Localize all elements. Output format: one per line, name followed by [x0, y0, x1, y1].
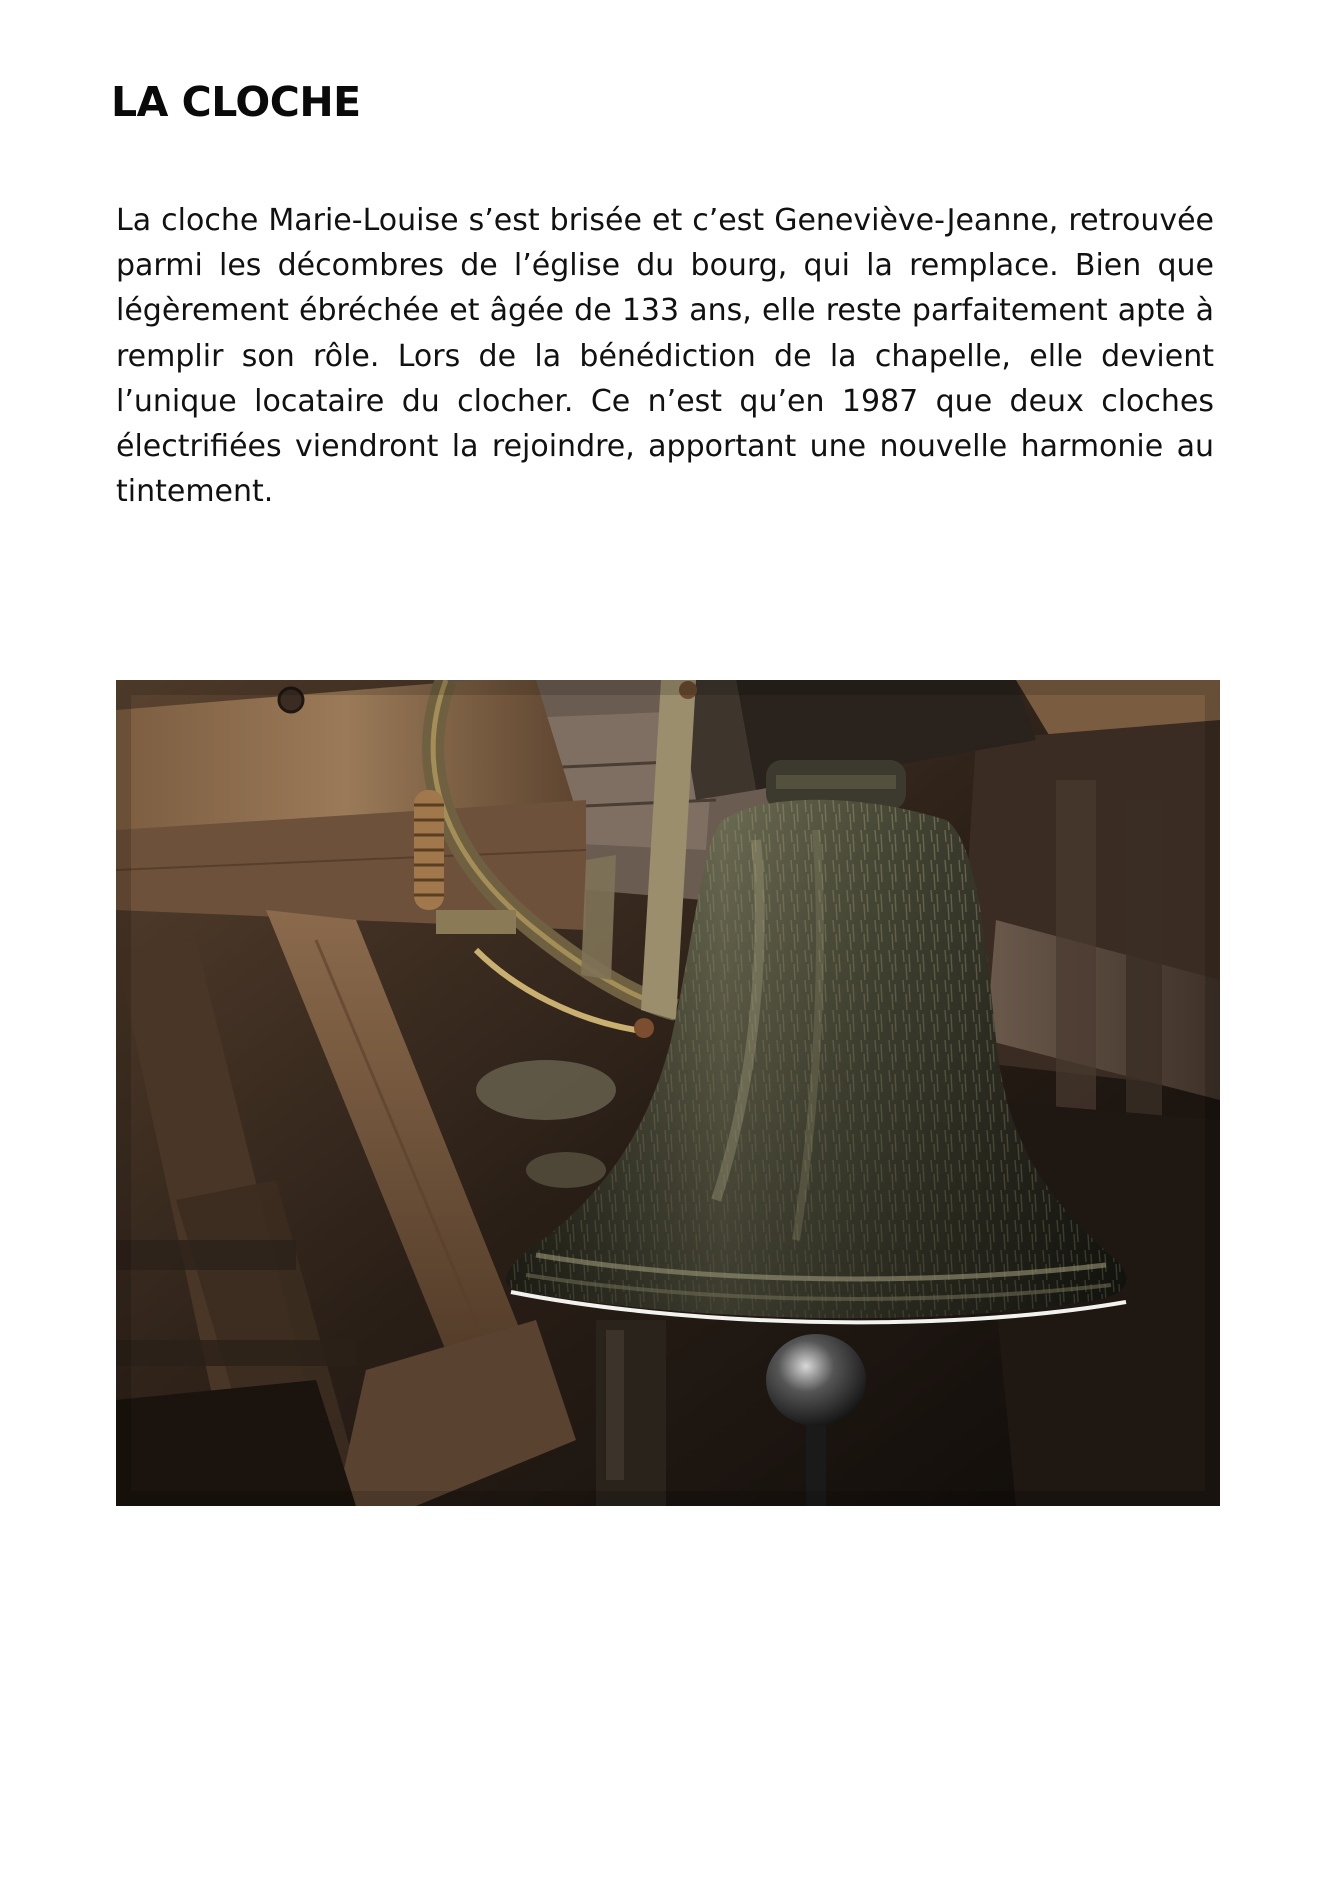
bell-photo: [116, 680, 1220, 1506]
bell-illustration: [116, 680, 1220, 1506]
body-paragraph: La cloche Marie-Louise s’est brisée et c’est Geneviève-Jeanne, retrouvée parmi les décombres de l’église du bourg, qui la remplace. Bien que légèrement ébréchée et âgée de 133 ans, elle reste parfaitement apte à remplir son rôle. Lors de la bénédiction de la chapelle, elle devient l’unique locataire du clocher. Ce n’est qu’en 1987 que deux cloches électrifiées viendront la rejoindre, apportant une nouvelle harmonie au tintement.: [116, 203, 1214, 510]
page-title: LA CLOCHE: [111, 78, 361, 126]
